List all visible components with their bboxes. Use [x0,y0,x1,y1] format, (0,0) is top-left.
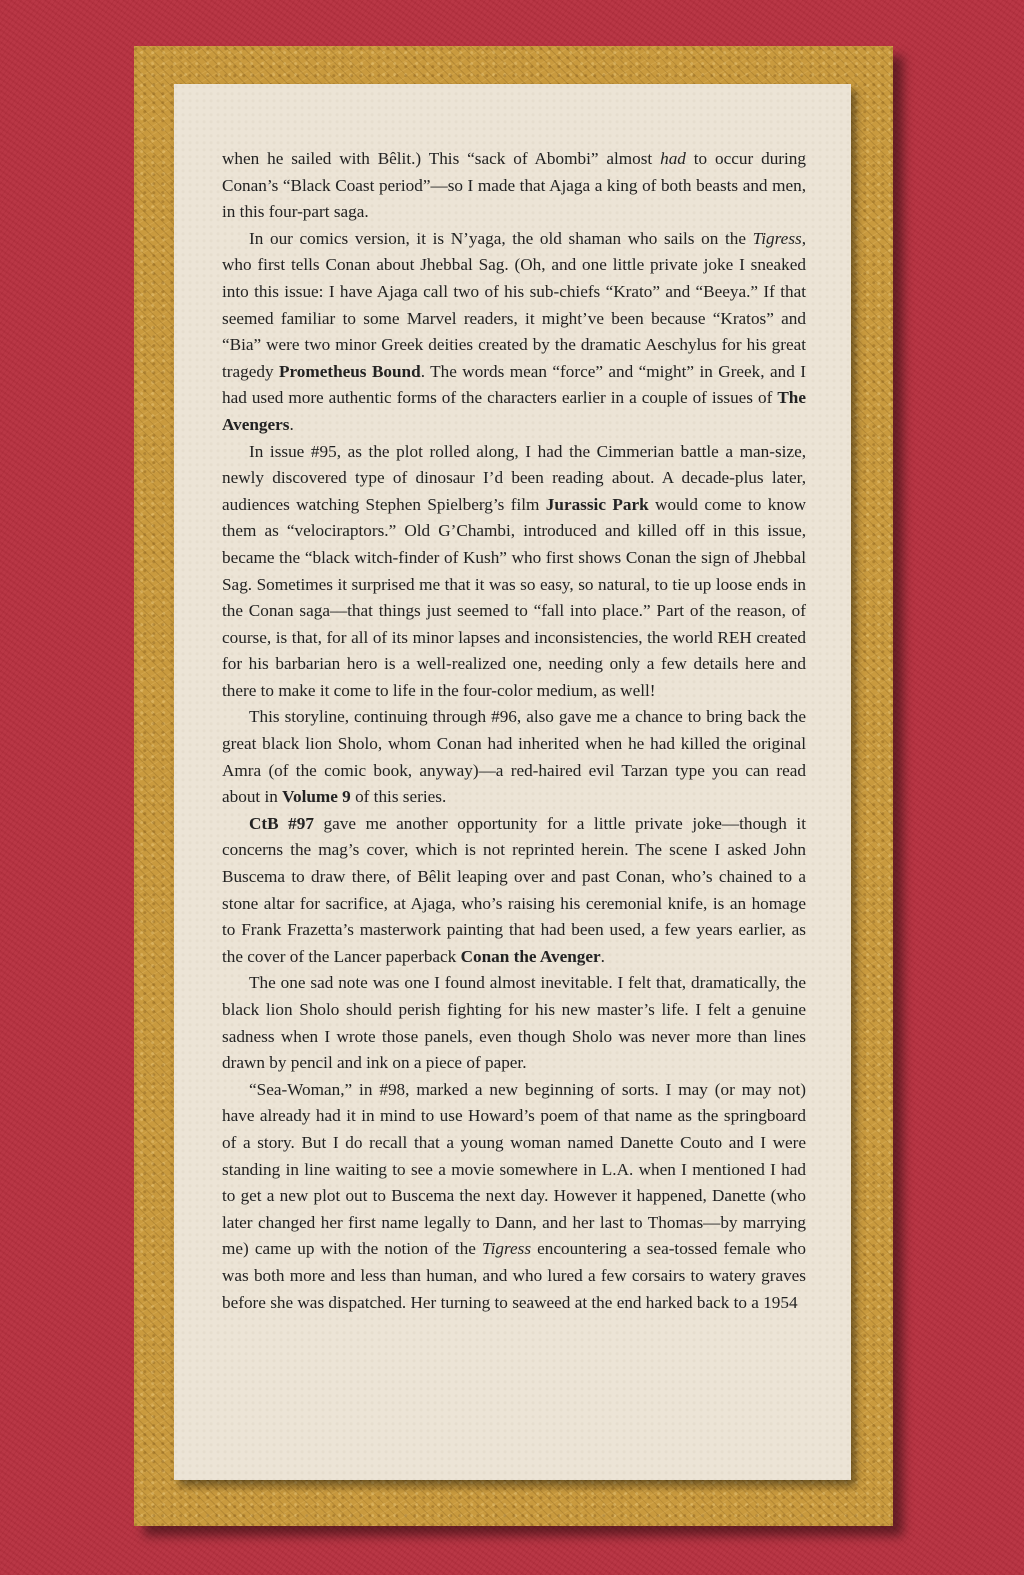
article-paragraph [222,704,806,810]
body-text: , who first tells Conan about Jhebbal Sag. (Oh, and one little private joke I sneaked into this issue: I have Ajaga call two of his sub-chiefs “Krato” and “Beeya.” If that seemed familiar to some Marvel readers, it might’ve been because “Kratos” and “Bia” were two minor Greek deities created by the dramatic Aeschylus for his great tragedy [222,228,806,381]
italic-text: had [660,149,686,168]
body-text: . The words mean “force” and “might” in Greek, and I had used more authentic forms of the characters earlier in a couple of issues of [222,361,806,408]
body-text: In our comics version, it is N’yaga, the old shaman who sails on the [249,228,753,248]
bold-title-text: CtB #97 [249,813,314,833]
italic-text: Tigress [481,1239,532,1259]
body-text: The one sad note was one I found almost inevitable. I felt that, dramatically, the black lion Sholo should perish fighting for his new master’s life. I felt a genuine sadness when I wrote those panels, even though Sholo was never more than lines drawn by pencil and ink on a piece of paper. [222,973,806,1073]
body-text: of this series. [350,787,447,807]
body-text: . [600,946,605,966]
body-text: . [289,414,294,434]
body-text: when he sailed with Bêlit.) This “sack of Abombi” almost [222,149,661,168]
article-paragraph [222,439,806,705]
article-paragraph [222,146,806,226]
body-text: “Sea-Woman,” in #98, marked a new beginning of sorts. I may (or may not) have already had it in mind to use Howard’s poem of that name as the springboard of a story. But I do recall that a young woman named Danette Couto and I were standing in line waiting to see a movie somewhere in L.A. when I mentioned I had to get a new plot out to Buscema the next day. However it happened, Danette (who later changed her first name legally to Dann, and her last to Thomas—by marrying me) came up with the notion of the [222,1079,806,1259]
bold-title-text: The Avengers [222,388,806,434]
article-paragraph [222,1077,806,1316]
body-text: to occur during Conan’s “Black Coast period”—so I made that Ajaga a king of both beasts and men, in this four-part saga. [222,149,806,222]
body-text: In issue #95, as the plot rolled along, I had the Cimmerian battle a man-size, newly discovered type of dinosaur I’d been reading about. A decade-plus later, audiences watching Stephen Spielberg’s film [222,441,806,514]
italic-text: Tigress [752,228,802,248]
bold-title-text: Prometheus Bound [278,361,421,381]
article-paragraph [222,811,806,971]
body-text: would come to know them as “velociraptors.” Old G’Chambi, introduced and killed off in this issue, became the “black witch-finder of Kush” who first shows Conan the sign of Jhebbal Sag. Sometimes it surprised me that it was so easy, so natural, to tie up loose ends in the Conan saga—that things just seemed to “fall into place.” Part of the reason, of course, is that, for all of its minor lapses and inconsistencies, the world REH created for his barbarian hero is a well-realized one, needing only a few details here and there to make it come to life in the four-color medium, as well! [222,494,806,700]
article-body [222,146,806,1316]
body-text: gave me another opportunity for a little private joke—though it concerns the mag’s cover, which is not reprinted herein. The scene I asked John Buscema to draw there, of Bêlit leaping over and past Conan, who’s chained to a stone altar for sacrifice, at Ajaga, who’s raising his ceremonial knife, is an homage to Frank Frazetta’s masterwork painting that had been used, a few years earlier, as the cover of the Lancer paperback [222,813,806,966]
body-text: This storyline, continuing through #96, also gave me a chance to bring back the great black lion Sholo, whom Conan had inherited when he had killed the original Amra (of the comic book, anyway)—a red-haired evil Tarzan type you can read about in [222,707,806,807]
bold-title-text: Conan the Avenger [460,946,601,966]
bold-title-text: Volume 9 [282,787,351,807]
article-paragraph [222,970,806,1076]
text-panel [174,84,851,1480]
article-paragraph [222,226,806,439]
bold-title-text: Jurassic Park [545,494,649,514]
body-text: encountering a sea-tossed female who was both more and less than human, and who lured a few corsairs to watery graves before she was dispatched. Her turning to seaweed at the end harked back to a 1954 [222,1239,806,1312]
